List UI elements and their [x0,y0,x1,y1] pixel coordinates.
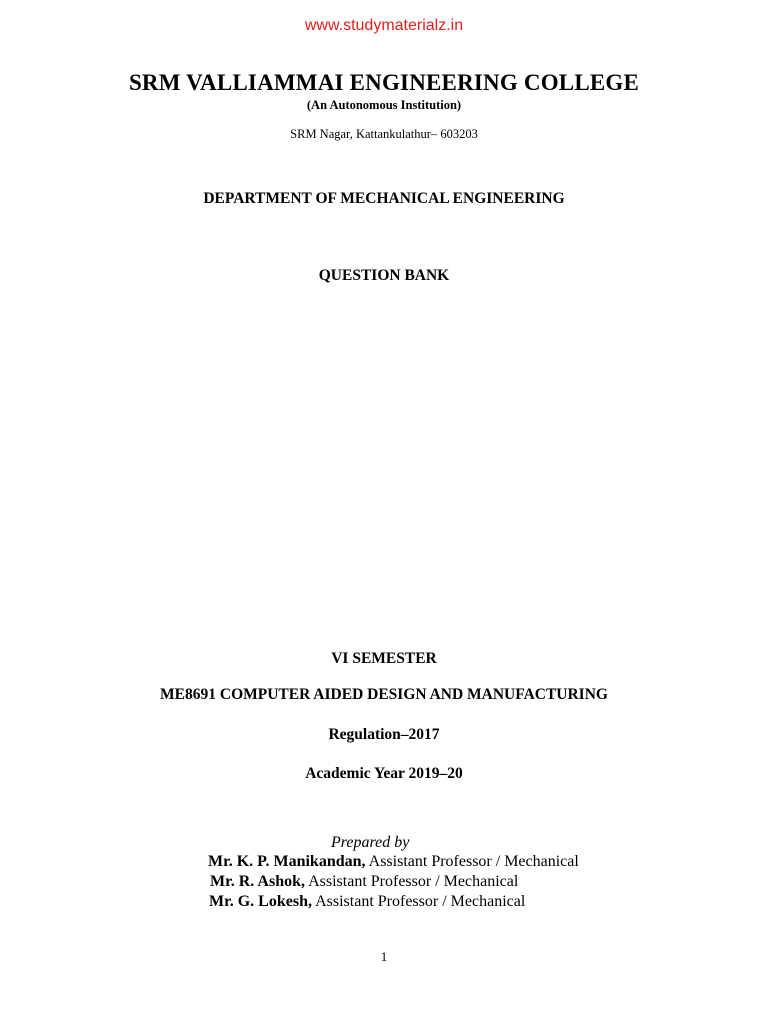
author-name: Mr. K. P. Manikandan, [208,853,366,870]
author-line [210,873,518,891]
author-name: Mr. G. Lokesh, [209,893,312,910]
website-url[interactable]: www.studymaterialz.in [304,17,464,34]
page-number: 1 [380,949,388,964]
college-address: SRM Nagar, Kattankulathur– 603203 [290,127,478,141]
institution-subtitle: (An Autonomous Institution) [306,98,462,112]
author-name: Mr. R. Ashok, [210,873,305,890]
department-name: DEPARTMENT OF MECHANICAL ENGINEERING [203,190,565,207]
semester: VI SEMESTER [331,650,437,667]
college-name: SRM VALLIAMMAI ENGINEERING COLLEGE [128,70,640,95]
author-line [208,853,579,871]
subject-title: ME8691 COMPUTER AIDED DESIGN AND MANUFACTURING [160,686,608,703]
document-type: QUESTION BANK [318,267,450,284]
author-line [209,893,525,911]
author-designation: Assistant Professor / Mechanical [365,853,579,870]
author-designation: Assistant Professor / Mechanical [311,893,526,910]
prepared-by-label: Prepared by [331,834,410,851]
author-designation: Assistant Professor / Mechanical [304,873,519,890]
academic-year: Academic Year 2019–20 [305,765,463,782]
regulation: Regulation–2017 [328,726,440,743]
